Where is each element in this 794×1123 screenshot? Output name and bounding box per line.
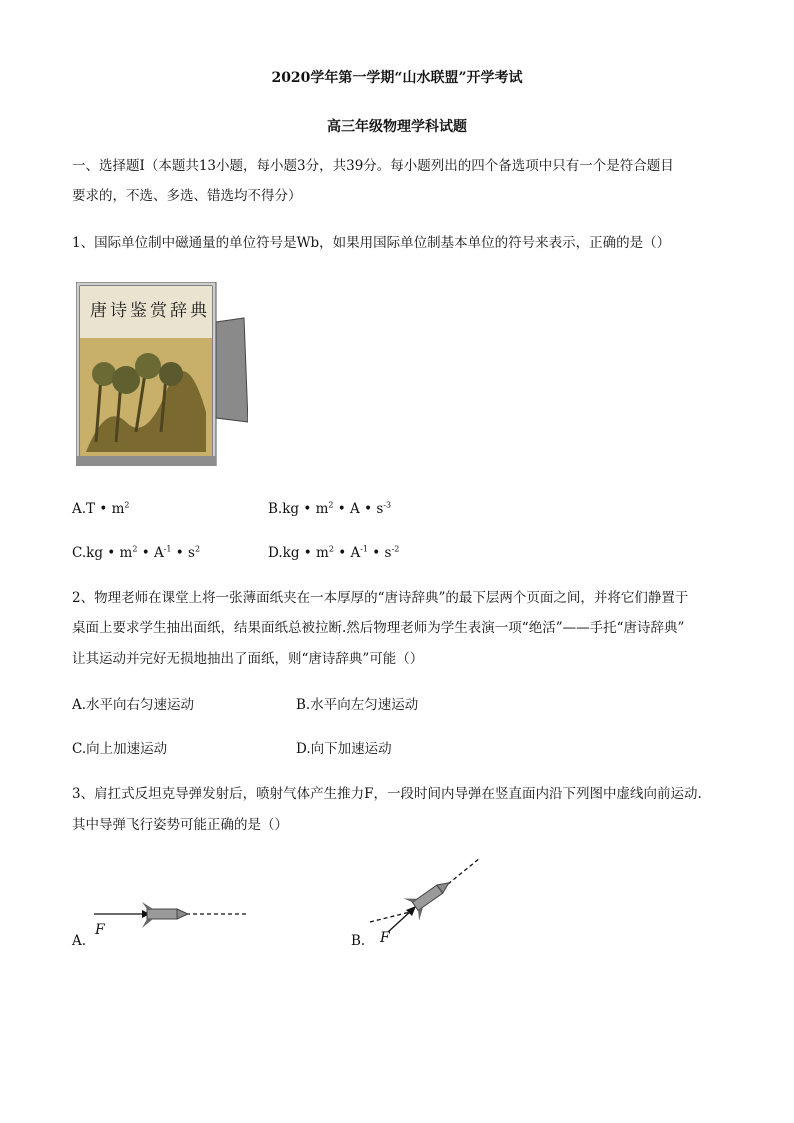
q1-option-d-mid1: • A: [333, 545, 361, 561]
q1-option-a-exp: 2: [124, 500, 130, 510]
question-2-line1: 2、物理老师在课堂上将一张薄面纸夹在一本厚厚的“唐诗辞典”的最下层两个页面之间，并将它们静置于: [72, 590, 689, 606]
q1-option-c-text: C.kg • m: [72, 545, 133, 561]
section-instructions-line1: 一、选择题Ⅰ（本题共13小题，每小题3分，共39分。每小题列出的四个备选项中只有一个是符合题目: [72, 158, 674, 174]
missile-diagram-b: [366, 856, 484, 944]
trajectory-dashed-line: [448, 858, 480, 884]
question-1-text: 1、国际单位制中磁通量的单位符号是Wb，如果用国际单位制基本单位的符号来表示，正确的是（）: [72, 235, 671, 251]
q2-option-b: B.水平向左匀速运动: [296, 697, 419, 713]
missile-nose: [177, 909, 188, 919]
book-painting-foliage: [135, 353, 161, 379]
q1-option-b: [268, 500, 391, 518]
q1-option-d-mid2: • s: [368, 545, 392, 561]
q1-option-c-mid2: • s: [171, 545, 195, 561]
question-3-line2: 其中导弹飞行姿势可能正确的是（）: [72, 817, 288, 833]
q2-option-a: A.水平向右匀速运动: [72, 697, 195, 713]
q1-option-a: [72, 500, 130, 518]
q1-option-a-text: A.T • m: [72, 501, 125, 517]
force-label-b: F: [380, 930, 390, 944]
book-spine-bottom: [76, 456, 216, 466]
q1-option-d: [268, 544, 399, 562]
q1-option-c-exp2: -1: [163, 544, 172, 554]
q1-option-c-mid1: • A: [137, 545, 164, 561]
q1-option-d-exp2: -1: [360, 544, 368, 554]
q1-option-b-exp1: 2: [328, 500, 334, 510]
question-2-line2: 桌面上要求学生抽出面纸，结果面纸总被拉断.然后物理老师为学生表演一项“绝活”——手托“唐诗辞典”: [72, 620, 685, 636]
book-painting-foliage: [159, 362, 183, 386]
missile-body: [412, 885, 442, 910]
q2-option-c: C.向上加速运动: [72, 741, 168, 757]
book-figure: [76, 282, 248, 466]
thrust-force-line: [388, 910, 412, 932]
question-3-line1: 3、肩扛式反坦克导弹发射后，喷射气体产生推力F，一段时间内导弹在竖直面内沿下列图中虚线向前运动.: [72, 786, 702, 802]
exam-title: 2020学年第一学期“山水联盟”开学考试: [271, 70, 523, 86]
missile-fin: [142, 902, 153, 909]
book-title-text: 唐诗鉴赏辞典: [90, 301, 210, 321]
missile-body: [147, 909, 177, 919]
q1-option-d-exp3: -2: [391, 544, 400, 554]
q1-option-c-exp1: 2: [132, 544, 138, 554]
question-2-line3: 让其运动并完好无损地抽出了面纸，则“唐诗辞典”可能（）: [72, 651, 424, 667]
q1-option-b-mid: • A • s: [333, 501, 384, 517]
exam-subtitle: 高三年级物理学科试题: [327, 119, 467, 135]
q1-option-d-exp1: 2: [328, 544, 334, 554]
missile-fin: [414, 907, 428, 921]
q2-option-d: D.向下加速运动: [296, 741, 392, 757]
force-label-a: F: [95, 922, 105, 938]
section-instructions-line2: 要求的，不选、多选、错选均不得分）: [72, 188, 302, 204]
q1-option-b-exp2: -3: [383, 500, 392, 510]
q1-option-d-text: D.kg • m: [268, 545, 329, 561]
q1-option-c: [72, 544, 200, 562]
paper-sheet: [216, 318, 248, 422]
missile-diagram-a: [92, 890, 248, 940]
q1-option-b-text: B.kg • m: [268, 501, 329, 517]
q3-option-b-label: B.: [351, 933, 366, 949]
q1-option-c-exp3: 2: [194, 544, 201, 554]
q3-option-a-label: A.: [72, 933, 87, 949]
missile-fin: [142, 919, 153, 928]
